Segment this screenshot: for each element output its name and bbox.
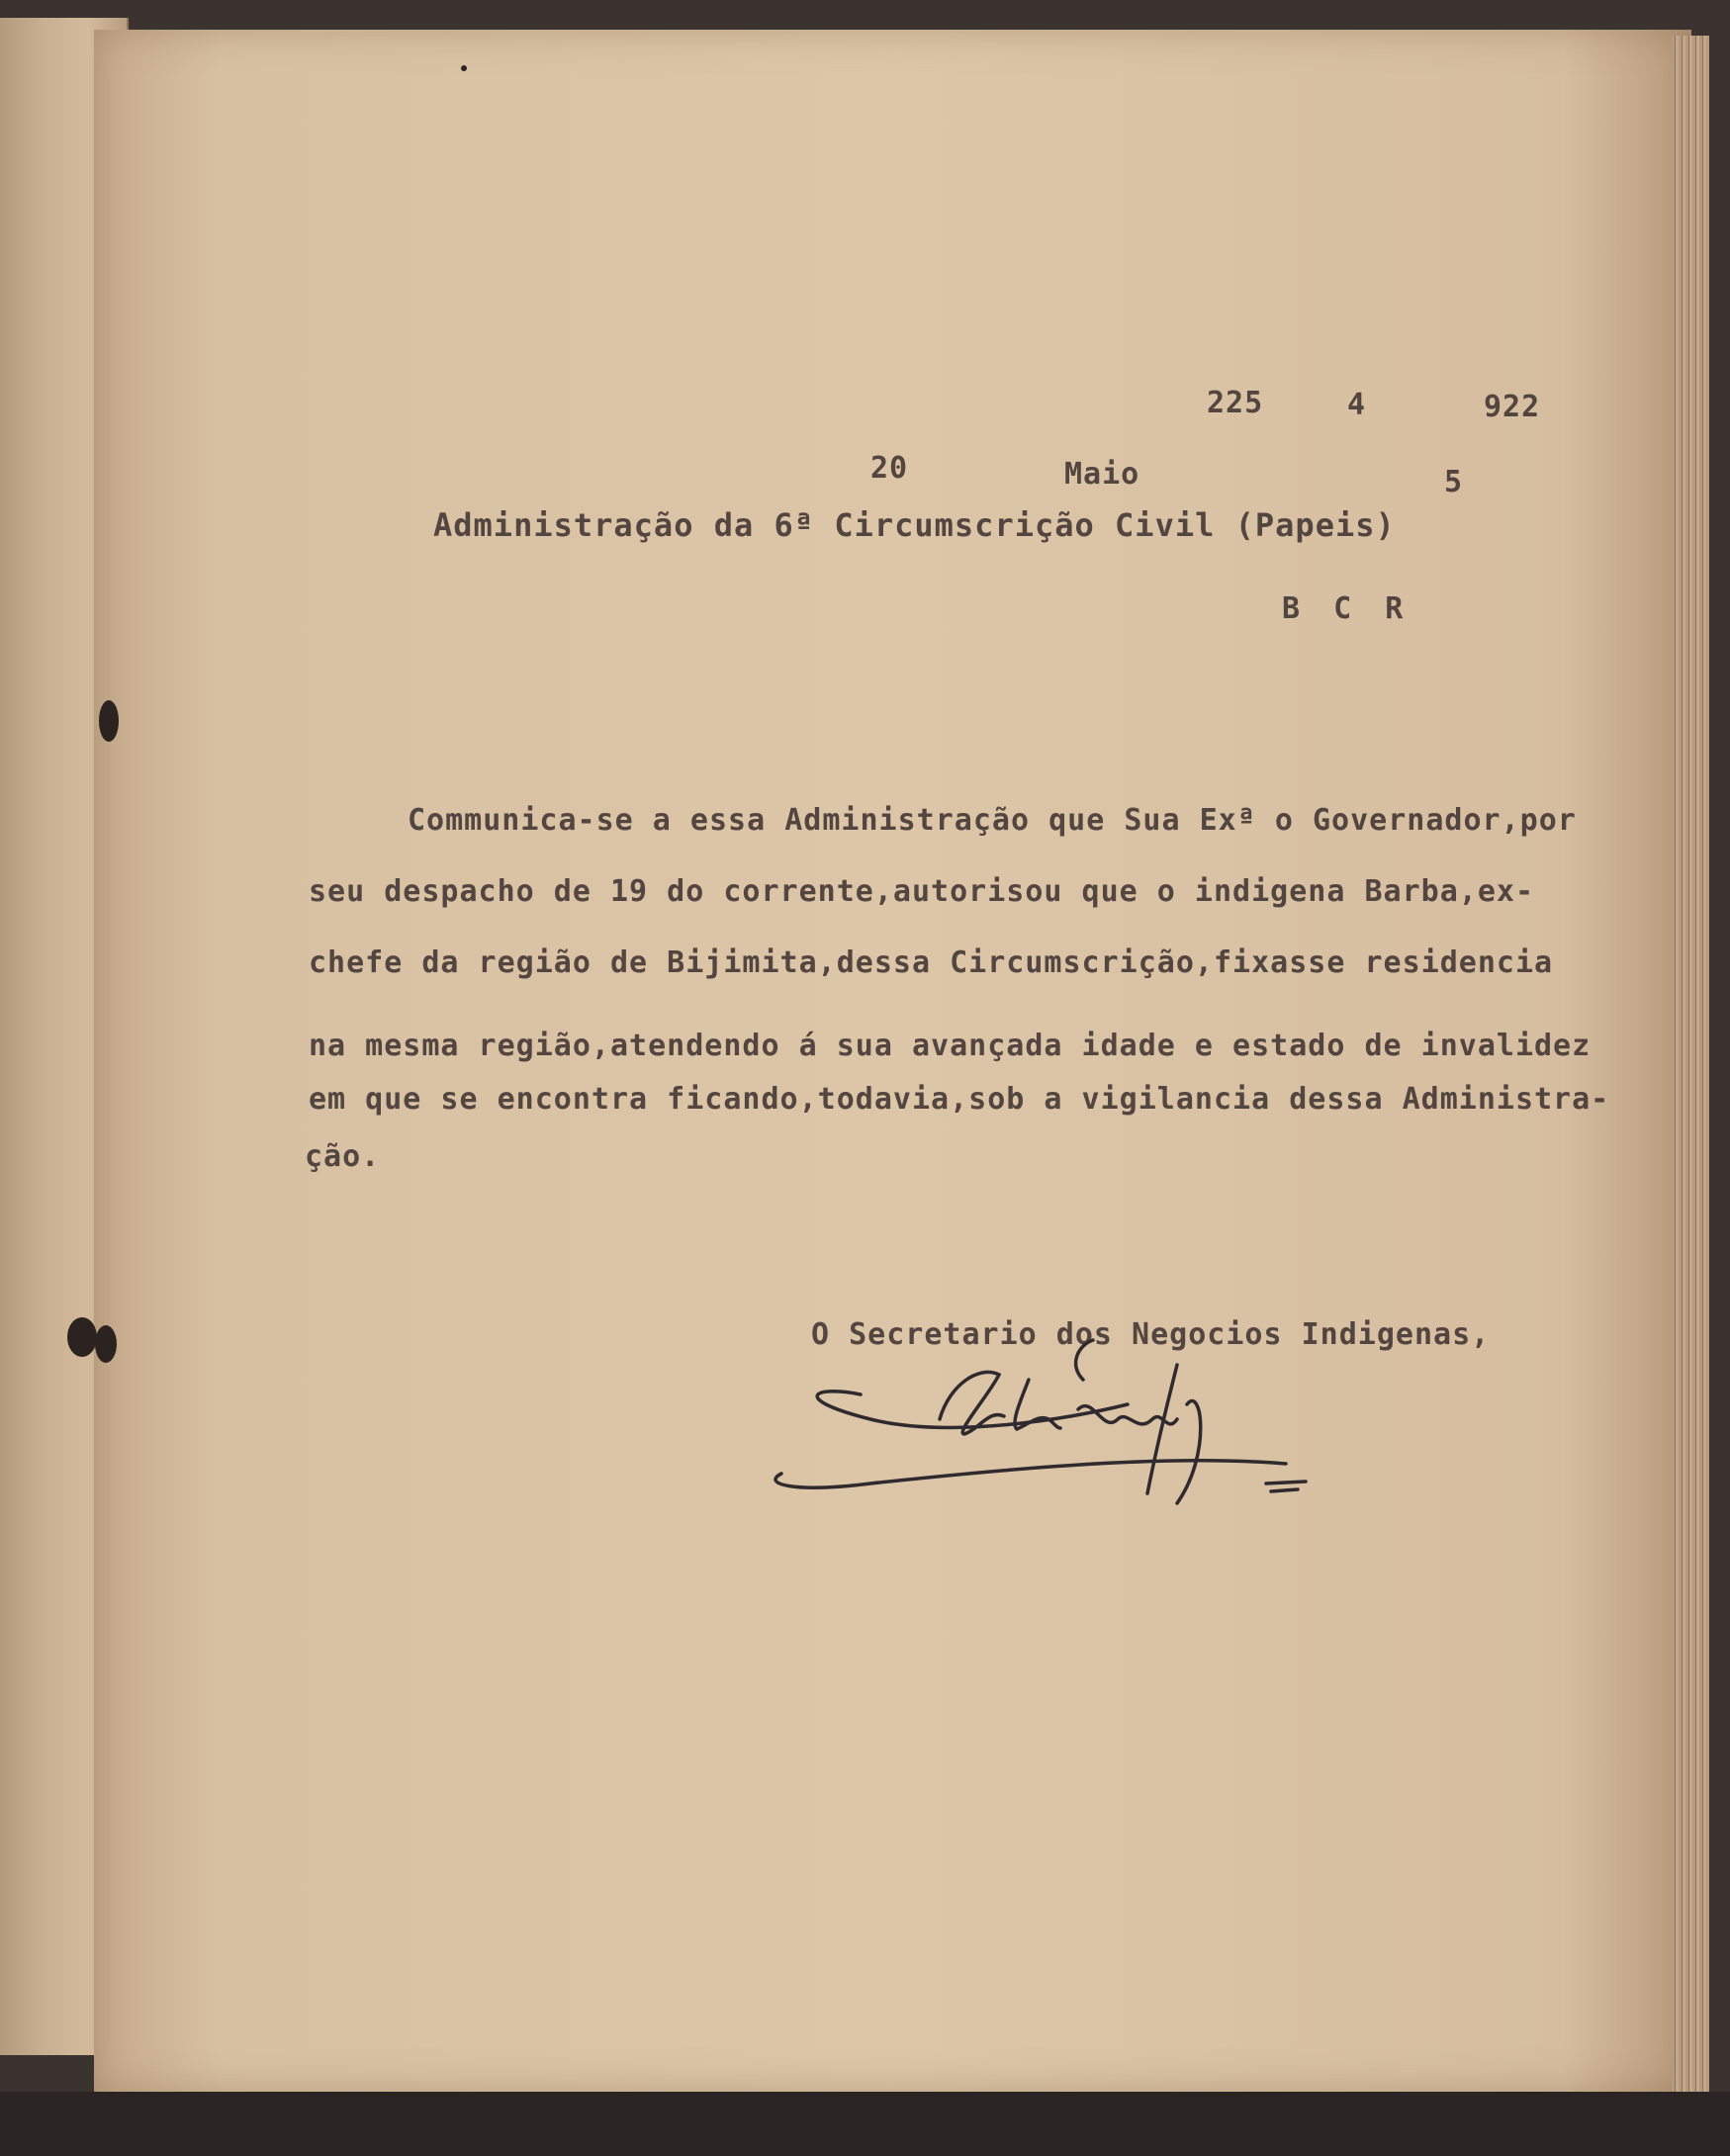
- signatory-title: O Secretario dos Negocios Indigenas,: [811, 1317, 1491, 1352]
- binding-hole: [67, 1317, 97, 1357]
- initials: B C R: [1282, 591, 1411, 626]
- binding-hole: [99, 700, 119, 742]
- handwritten-signature-icon: [752, 1325, 1385, 1543]
- reference-number: 225: [1207, 386, 1264, 420]
- binding-hole: [95, 1325, 117, 1363]
- secondary-number: 5: [1444, 465, 1464, 499]
- body-line: Communica-se a essa Administração que Sua Exª o Governador,por: [408, 803, 1577, 838]
- addressee-line: Administração da 6ª Circumscrição Civil (Papeis): [433, 506, 1396, 544]
- binding-hole: [461, 65, 467, 71]
- body-line: seu despacho de 19 do corrente,autorisou que o indigena Barba,ex-: [309, 874, 1534, 909]
- page-stack-edge: [1672, 36, 1709, 2093]
- body-line: chefe da região de Bijimita,dessa Circumscrição,fixasse residencia: [309, 945, 1554, 980]
- reference-month-number: 4: [1347, 388, 1367, 422]
- book-cover-bottom: [0, 2092, 1730, 2156]
- date-day: 20: [870, 451, 909, 486]
- date-month: Maio: [1064, 457, 1140, 492]
- body-line: em que se encontra ficando,todavia,sob a vigilancia dessa Administra-: [309, 1082, 1610, 1117]
- body-line: na mesma região,atendendo á sua avançada idade e estado de invalidez: [309, 1029, 1592, 1063]
- reference-year: 922: [1484, 390, 1541, 424]
- body-line: ção.: [305, 1139, 381, 1174]
